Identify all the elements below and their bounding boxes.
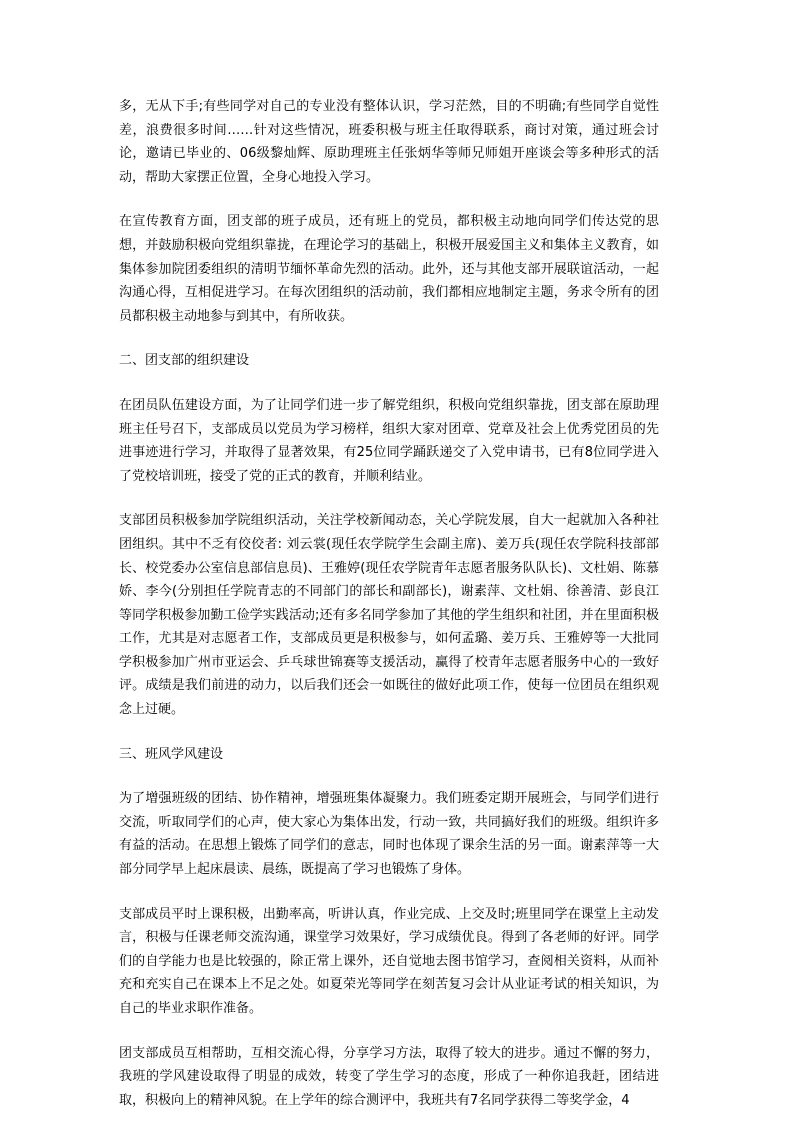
paragraph: 团支部成员互相帮助，互相交流心得，分享学习方法，取得了较大的进步。通过不懈的努力，我班的学风建设取得了明显的成效，转变了学生学习的态度，形成了一种你追我赶，团结进取，积极向上的精神风貌。在上学年的综合测评中，我班共有7名同学获得二等奖学金，4 (119, 1045, 659, 1108)
paragraph: 在宣传教育方面，团支部的班子成员，还有班上的党员，都积极主动地向同学们传达党的思想，并鼓励积极向党组织靠拢，在理论学习的基础上，积极开展爱国主义和集体主义教育，如集体参加院团委组织的清明节缅怀革命先烈的活动。此外，还与其他支部开展联谊活动，一起沟通心得，互相促进学习。在每次团组织的活动前，我们都相应地制定主题，务求令所有的团员都积极主动地参与到其中，有所收获。 (119, 214, 659, 324)
section-heading: 二、团支部的组织建设 (119, 353, 250, 369)
paragraph: 为了增强班级的团结、协作精神，增强班集体凝聚力。我们班委定期开展班会，与同学们进行交流，听取同学们的心声，使大家心为集体出发，行动一致，共同搞好我们的班级。组织许多有益的活动。在思想上锻炼了同学们的意志，同时也体现了课余生活的另一面。谢素萍等一大部分同学早上起床晨读、晨练，既提高了学习也锻炼了身体。 (119, 791, 659, 878)
section-heading: 三、班风学风建设 (119, 746, 224, 762)
paragraph: 支部团员积极参加学院组织活动，关注学校新闻动态，关心学院发展，自大一起就加入各种社团组织。其中不乏有佼佼者: 刘云裳(现任农学院学生会副主席)、姜万兵(现任农学院科技部部长、校党委办公室信息部信息员)、王雅婷(现任农学院青年志愿者服务队队长)、文杜娟、陈慕娇、李今(分别担任学院青志的不同部门的部长和副部长)，谢素萍、文杜娟、徐善清、彭良江等同学积极参加勤工俭学实践活动;还有多名同学参加了其他的学生组织和社团，并在里面积极工作，尤其是对志愿者工作，支部成员更是积极参与，如何孟璐、姜万兵、王雅婷等一大批同学积极参加广州市亚运会、乒乓球世锦赛等支援活动，赢得了校青年志愿者服务中心的一致好评。成绩是我们前进的动力，以后我们还会一如既往的做好此项工作，使每一位团员在组织观念上过硬。 (119, 513, 659, 718)
paragraph: 多，无从下手;有些同学对自己的专业没有整体认识，学习茫然，目的不明确;有些同学自觉性差，浪费很多时间……针对这些情况，班委积极与班主任取得联系，商讨对策，通过班会讨论，邀请已毕业的、06级黎灿辉、原助理班主任张炳华等师兄师姐开座谈会等多种形式的活动，帮助大家摆正位置，全身心地投入学习。 (119, 99, 659, 185)
paragraph: 支部成员平时上课积极，出勤率高，听讲认真，作业完成、上交及时;班里同学在课堂上主动发言，积极与任课老师交流沟通，课堂学习效果好，学习成绩优良。得到了各老师的好评。同学们的自学能力也是比较强的，除正常上课外，还自觉地去图书馆学习，查阅相关资料，从而补充和充实自己在课本上不足之处。如夏荣光等同学在刻苦复习会计从业证考试的相关知识，为自己的毕业求职作准备。 (119, 906, 659, 1016)
paragraph: 在团员队伍建设方面，为了让同学们进一步了解党组织，积极向党组织靠拢，团支部在原助理班主任号召下，支部成员以党员为学习榜样，组织大家对团章、党章及社会上优秀党团员的先进事迹进行学习，并取得了显著效果，有25位同学踊跃递交了入党申请书，已有8位同学进入了党校培训班，接受了党的正式的教育，并顺利结业。 (119, 397, 659, 484)
document-page (119, 95, 659, 1133)
